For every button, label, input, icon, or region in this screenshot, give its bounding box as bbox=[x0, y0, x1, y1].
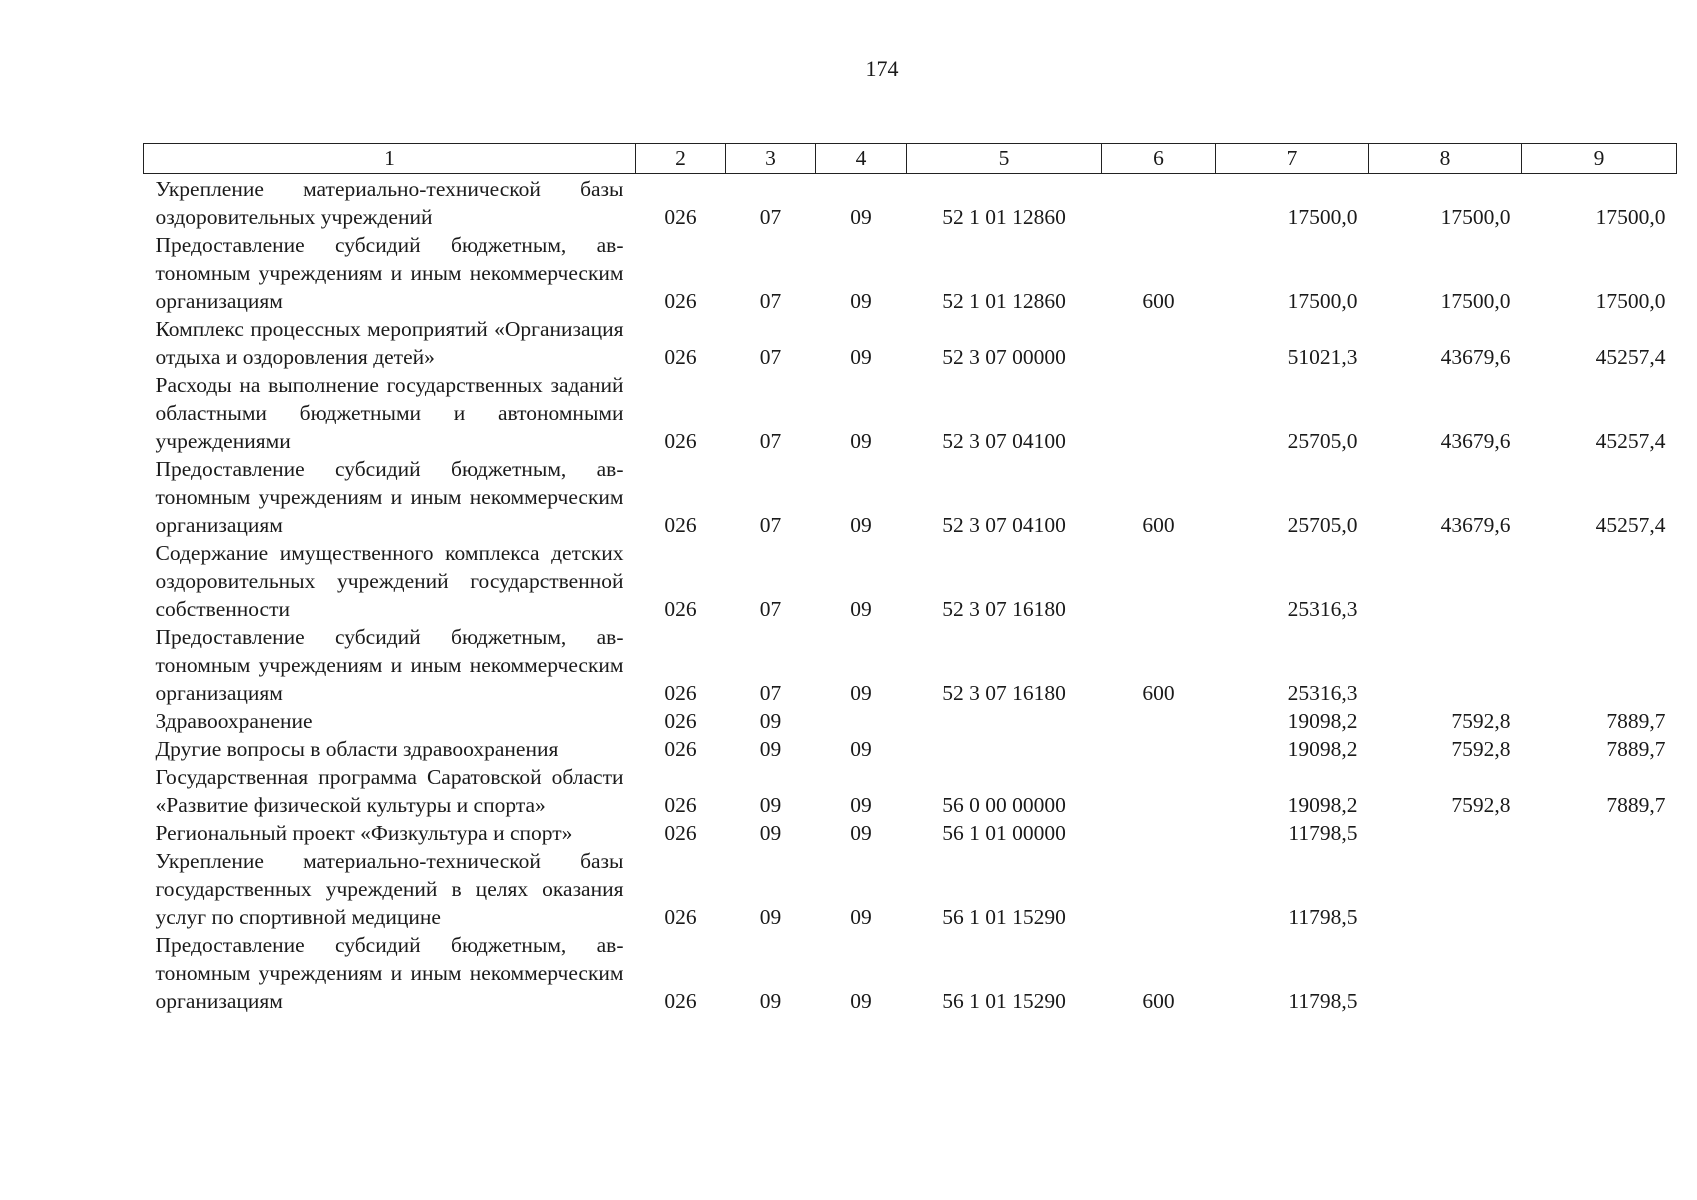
section-code: 07 bbox=[759, 289, 782, 313]
column-header-9: 9 bbox=[1522, 144, 1677, 174]
ministry-code: 026 bbox=[664, 345, 697, 369]
expense-type-code bbox=[1102, 174, 1216, 232]
subsection-code: 09 bbox=[850, 989, 872, 1013]
table-row bbox=[144, 174, 1677, 232]
target-article-code: 56 1 01 15290 bbox=[942, 905, 1066, 929]
amount-year-3 bbox=[1522, 847, 1677, 931]
table-row bbox=[144, 735, 1677, 763]
row-name: Предоставление субсидий бюджетным, автономным учреждениям и иным некоммерческим организациям bbox=[155, 233, 624, 313]
row-name: Государственная программа Саратовской области «Развитие физической культуры и спорта» bbox=[155, 765, 624, 817]
ministry-code: 026 bbox=[664, 681, 697, 705]
column-header-2: 2 bbox=[636, 144, 726, 174]
target-article-code: 52 3 07 00000 bbox=[942, 345, 1066, 369]
amount-year-2: 17500,0 bbox=[1440, 289, 1511, 313]
amount-year-3 bbox=[1522, 623, 1677, 707]
section-code: 07 bbox=[759, 597, 782, 621]
target-article-code: 52 3 07 16180 bbox=[942, 597, 1066, 621]
amount-year-1: 11798,5 bbox=[1288, 905, 1358, 929]
table-row bbox=[144, 231, 1677, 315]
amount-year-3: 17500,0 bbox=[1595, 289, 1666, 313]
amount-year-1: 19098,2 bbox=[1287, 793, 1358, 817]
column-header-6: 6 bbox=[1102, 144, 1216, 174]
amount-year-1: 19098,2 bbox=[1287, 737, 1358, 761]
row-name: Содержание имущественного комплекса детских оздоровительных учреждений государственной собственности bbox=[155, 541, 624, 621]
expense-type-code bbox=[1102, 763, 1216, 819]
amount-year-1: 25316,3 bbox=[1287, 597, 1358, 621]
amount-year-3: 45257,4 bbox=[1595, 345, 1666, 369]
subsection-code: 09 bbox=[850, 289, 872, 313]
target-article-code: 56 1 01 15290 bbox=[942, 989, 1066, 1013]
subsection-code: 09 bbox=[850, 513, 872, 537]
row-name: Предоставление субсидий бюджетным, автономным учреждениям и иным некоммерческим организациям bbox=[155, 457, 624, 537]
table-header bbox=[144, 144, 1677, 174]
ministry-code: 026 bbox=[664, 289, 697, 313]
row-name: Укрепление материально-технической базы государственных учреждений в целях оказания услуг по спортивной медицине bbox=[155, 849, 624, 929]
ministry-code: 026 bbox=[664, 513, 697, 537]
subsection-code: 09 bbox=[850, 905, 872, 929]
amount-year-2 bbox=[1369, 847, 1522, 931]
subsection-code: 09 bbox=[850, 345, 872, 369]
table-row bbox=[144, 847, 1677, 931]
amount-year-1: 25705,0 bbox=[1287, 429, 1358, 453]
table-row bbox=[144, 315, 1677, 371]
amount-year-2: 43679,6 bbox=[1440, 345, 1511, 369]
table-row bbox=[144, 623, 1677, 707]
amount-year-1: 17500,0 bbox=[1287, 205, 1358, 229]
amount-year-2: 7592,8 bbox=[1451, 737, 1511, 761]
expense-type-code bbox=[1102, 539, 1216, 623]
amount-year-2: 7592,8 bbox=[1451, 793, 1511, 817]
page-number: 174 bbox=[865, 56, 899, 81]
target-article-code: 52 3 07 04100 bbox=[942, 429, 1066, 453]
table-row bbox=[144, 931, 1677, 1015]
expense-type-code bbox=[1102, 819, 1216, 847]
expense-type-code bbox=[1102, 735, 1216, 763]
column-header-4: 4 bbox=[816, 144, 907, 174]
section-code: 09 bbox=[759, 793, 782, 817]
section-code: 07 bbox=[759, 345, 782, 369]
amount-year-2 bbox=[1369, 931, 1522, 1015]
row-name: Региональный проект «Физкультура и спорт» bbox=[155, 821, 573, 845]
subsection-code: 09 bbox=[850, 205, 872, 229]
amount-year-3 bbox=[1522, 931, 1677, 1015]
table-row bbox=[144, 371, 1677, 455]
table-row bbox=[144, 455, 1677, 539]
section-code: 07 bbox=[759, 429, 782, 453]
ministry-code: 026 bbox=[664, 737, 697, 761]
row-name: Укрепление материально-технической базы оздоровительных учреждений bbox=[155, 177, 624, 229]
amount-year-2: 17500,0 bbox=[1440, 205, 1511, 229]
expense-type-code: 600 bbox=[1142, 681, 1175, 705]
expense-type-code: 600 bbox=[1142, 989, 1175, 1013]
subsection-code: 09 bbox=[850, 597, 872, 621]
amount-year-3: 7889,7 bbox=[1606, 793, 1666, 817]
target-article-code bbox=[907, 735, 1102, 763]
amount-year-1: 51021,3 bbox=[1287, 345, 1358, 369]
row-name: Комплекс процессных мероприятий «Организация отдыха и оздоровления детей» bbox=[155, 317, 624, 369]
header-row bbox=[144, 144, 1677, 174]
ministry-code: 026 bbox=[664, 205, 697, 229]
row-name: Предоставление субсидий бюджетным, автономным учреждениям и иным некоммерческим организациям bbox=[155, 933, 624, 1013]
expense-type-code bbox=[1102, 315, 1216, 371]
ministry-code: 026 bbox=[664, 429, 697, 453]
subsection-code: 09 bbox=[850, 737, 872, 761]
target-article-code: 52 1 01 12860 bbox=[942, 205, 1066, 229]
column-header-1: 1 bbox=[144, 144, 636, 174]
ministry-code: 026 bbox=[664, 709, 697, 733]
table-body bbox=[144, 174, 1677, 1016]
row-name: Другие вопросы в области здравоохранения bbox=[155, 737, 559, 761]
section-code: 09 bbox=[759, 989, 782, 1013]
row-name: Расходы на выполнение государственных заданий областными бюджетными и автономными учреждениями bbox=[155, 373, 624, 453]
amount-year-1: 11798,5 bbox=[1288, 821, 1358, 845]
column-header-7: 7 bbox=[1216, 144, 1369, 174]
amount-year-2: 43679,6 bbox=[1440, 513, 1511, 537]
section-code: 09 bbox=[759, 905, 782, 929]
section-code: 07 bbox=[759, 681, 782, 705]
budget-table bbox=[143, 143, 1677, 1015]
subsection-code bbox=[816, 707, 907, 735]
amount-year-2: 43679,6 bbox=[1440, 429, 1511, 453]
column-header-8: 8 bbox=[1369, 144, 1522, 174]
row-name: Здравоохранение bbox=[155, 709, 313, 733]
subsection-code: 09 bbox=[850, 429, 872, 453]
table-row bbox=[144, 707, 1677, 735]
amount-year-2 bbox=[1369, 819, 1522, 847]
column-header-5: 5 bbox=[907, 144, 1102, 174]
target-article-code: 56 0 00 00000 bbox=[942, 793, 1066, 817]
amount-year-3 bbox=[1522, 819, 1677, 847]
amount-year-3: 7889,7 bbox=[1606, 737, 1666, 761]
section-code: 09 bbox=[759, 709, 782, 733]
expense-type-code: 600 bbox=[1142, 513, 1175, 537]
target-article-code: 52 1 01 12860 bbox=[942, 289, 1066, 313]
table-row bbox=[144, 819, 1677, 847]
amount-year-2: 7592,8 bbox=[1451, 709, 1511, 733]
subsection-code: 09 bbox=[850, 821, 872, 845]
row-name: Предоставление субсидий бюджетным, автономным учреждениям и иным некоммерческим организациям bbox=[155, 625, 624, 705]
ministry-code: 026 bbox=[664, 793, 697, 817]
expense-type-code bbox=[1102, 707, 1216, 735]
expense-type-code: 600 bbox=[1142, 289, 1175, 313]
section-code: 09 bbox=[759, 821, 782, 845]
expense-type-code bbox=[1102, 371, 1216, 455]
ministry-code: 026 bbox=[664, 989, 697, 1013]
amount-year-1: 17500,0 bbox=[1287, 289, 1358, 313]
table-row bbox=[144, 763, 1677, 819]
section-code: 07 bbox=[759, 205, 782, 229]
amount-year-1: 19098,2 bbox=[1287, 709, 1358, 733]
target-article-code: 52 3 07 04100 bbox=[942, 513, 1066, 537]
amount-year-3: 7889,7 bbox=[1606, 709, 1666, 733]
amount-year-3: 17500,0 bbox=[1595, 205, 1666, 229]
amount-year-3: 45257,4 bbox=[1595, 513, 1666, 537]
amount-year-3: 45257,4 bbox=[1595, 429, 1666, 453]
subsection-code: 09 bbox=[850, 681, 872, 705]
amount-year-1: 25316,3 bbox=[1287, 681, 1358, 705]
ministry-code: 026 bbox=[664, 905, 697, 929]
amount-year-1: 11798,5 bbox=[1288, 989, 1358, 1013]
amount-year-2 bbox=[1369, 623, 1522, 707]
target-article-code: 52 3 07 16180 bbox=[942, 681, 1066, 705]
target-article-code: 56 1 01 00000 bbox=[942, 821, 1066, 845]
ministry-code: 026 bbox=[664, 821, 697, 845]
section-code: 07 bbox=[759, 513, 782, 537]
section-code: 09 bbox=[759, 737, 782, 761]
subsection-code: 09 bbox=[850, 793, 872, 817]
table-row bbox=[144, 539, 1677, 623]
column-header-3: 3 bbox=[726, 144, 816, 174]
target-article-code bbox=[907, 707, 1102, 735]
amount-year-1: 25705,0 bbox=[1287, 513, 1358, 537]
expense-type-code bbox=[1102, 847, 1216, 931]
amount-year-2 bbox=[1369, 539, 1522, 623]
amount-year-3 bbox=[1522, 539, 1677, 623]
ministry-code: 026 bbox=[664, 597, 697, 621]
